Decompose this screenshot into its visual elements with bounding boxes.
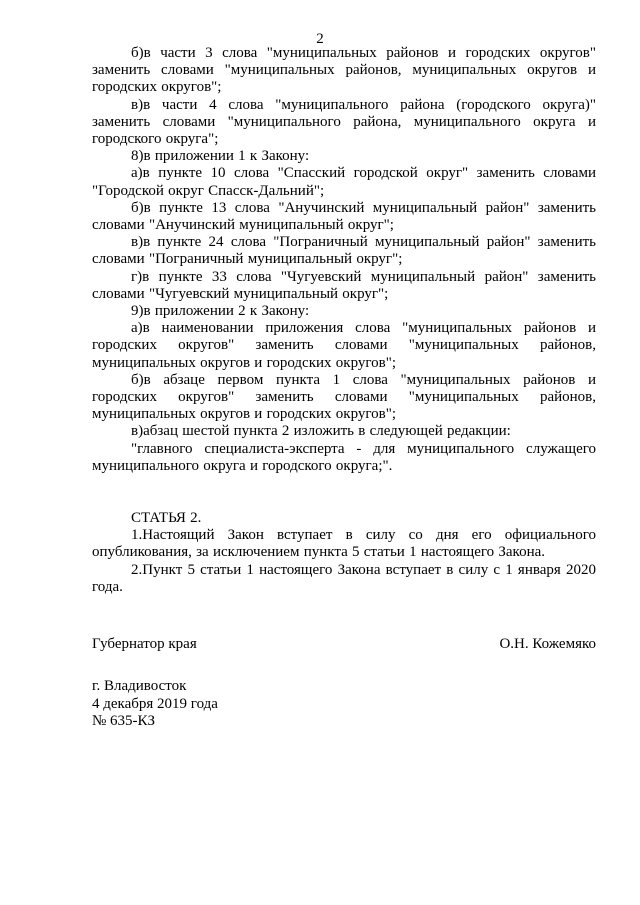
document-body bbox=[92, 45, 596, 596]
paragraph-9: 9)в приложении 2 к Закону: bbox=[131, 303, 310, 320]
paragraph-9a: а)в наименовании приложения слова "муниципальных районов и городских округов" заменить словами "муниципальных районов, муниципальных округов и городских округов"; bbox=[92, 320, 596, 371]
paragraph-quote: "главного специалиста-эксперта - для муниципального служащего муниципального округа и городского округа;". bbox=[92, 440, 596, 474]
paragraph-3v: в)в части 4 слова "муниципального района (городского округа)" заменить словами "муниципального района, муниципального округа и городского округа"; bbox=[92, 96, 596, 148]
article-paragraph-1: 1.Настоящий Закон вступает в силу со дня его официального опубликования, за исключением пункта 5 статьи 1 настоящего Закона. bbox=[92, 527, 596, 561]
issue-place: г. Владивосток bbox=[92, 678, 187, 694]
paragraph-8b: б)в пункте 13 слова "Анучинский муниципальный район" заменить словами "Анучинский муниципальный округ"; bbox=[92, 199, 596, 234]
paragraph-8g: г)в пункте 33 слова "Чугуевский муниципальный район" заменить словами "Чугуевский муниципальный округ"; bbox=[92, 268, 596, 302]
issue-date: 4 декабря 2019 года bbox=[92, 695, 218, 712]
signatory-name: О.Н. Кожемяко bbox=[499, 636, 596, 652]
paragraph-9v: в)абзац шестой пункта 2 изложить в следующей редакции: bbox=[131, 423, 511, 440]
law-number: № 635-КЗ bbox=[92, 713, 156, 729]
article-heading: СТАТЬЯ 2. bbox=[131, 510, 202, 527]
signatory-position: Губернатор края bbox=[92, 636, 197, 652]
paragraph-8: 8)в приложении 1 к Закону: bbox=[131, 148, 310, 165]
paragraph-8v: в)в пункте 24 слова "Пограничный муниципальный район" заменить словами "Пограничный муниципальный округ"; bbox=[92, 234, 596, 268]
paragraph-8a: а)в пункте 10 слова "Спасский городской округ" заменить словами "Городской округ Спасск-Дальний"; bbox=[92, 165, 596, 199]
paragraph-9b: б)в абзаце первом пункта 1 слова "муниципальных районов и городских округов" заменить словами "муниципальных районов, муниципальных округов и городских округов"; bbox=[92, 371, 596, 423]
paragraph-3b: б)в части 3 слова "муниципальных районов и городских округов" заменить словами "муниципальных районов, муниципальных округов и городских округов"; bbox=[92, 45, 596, 96]
page-number: 2 bbox=[316, 31, 324, 47]
signature-block bbox=[92, 636, 596, 654]
article-paragraph-2: 2.Пункт 5 статьи 1 настоящего Закона вступает в силу с 1 января 2020 года. bbox=[92, 561, 596, 595]
issue-details bbox=[92, 678, 596, 731]
